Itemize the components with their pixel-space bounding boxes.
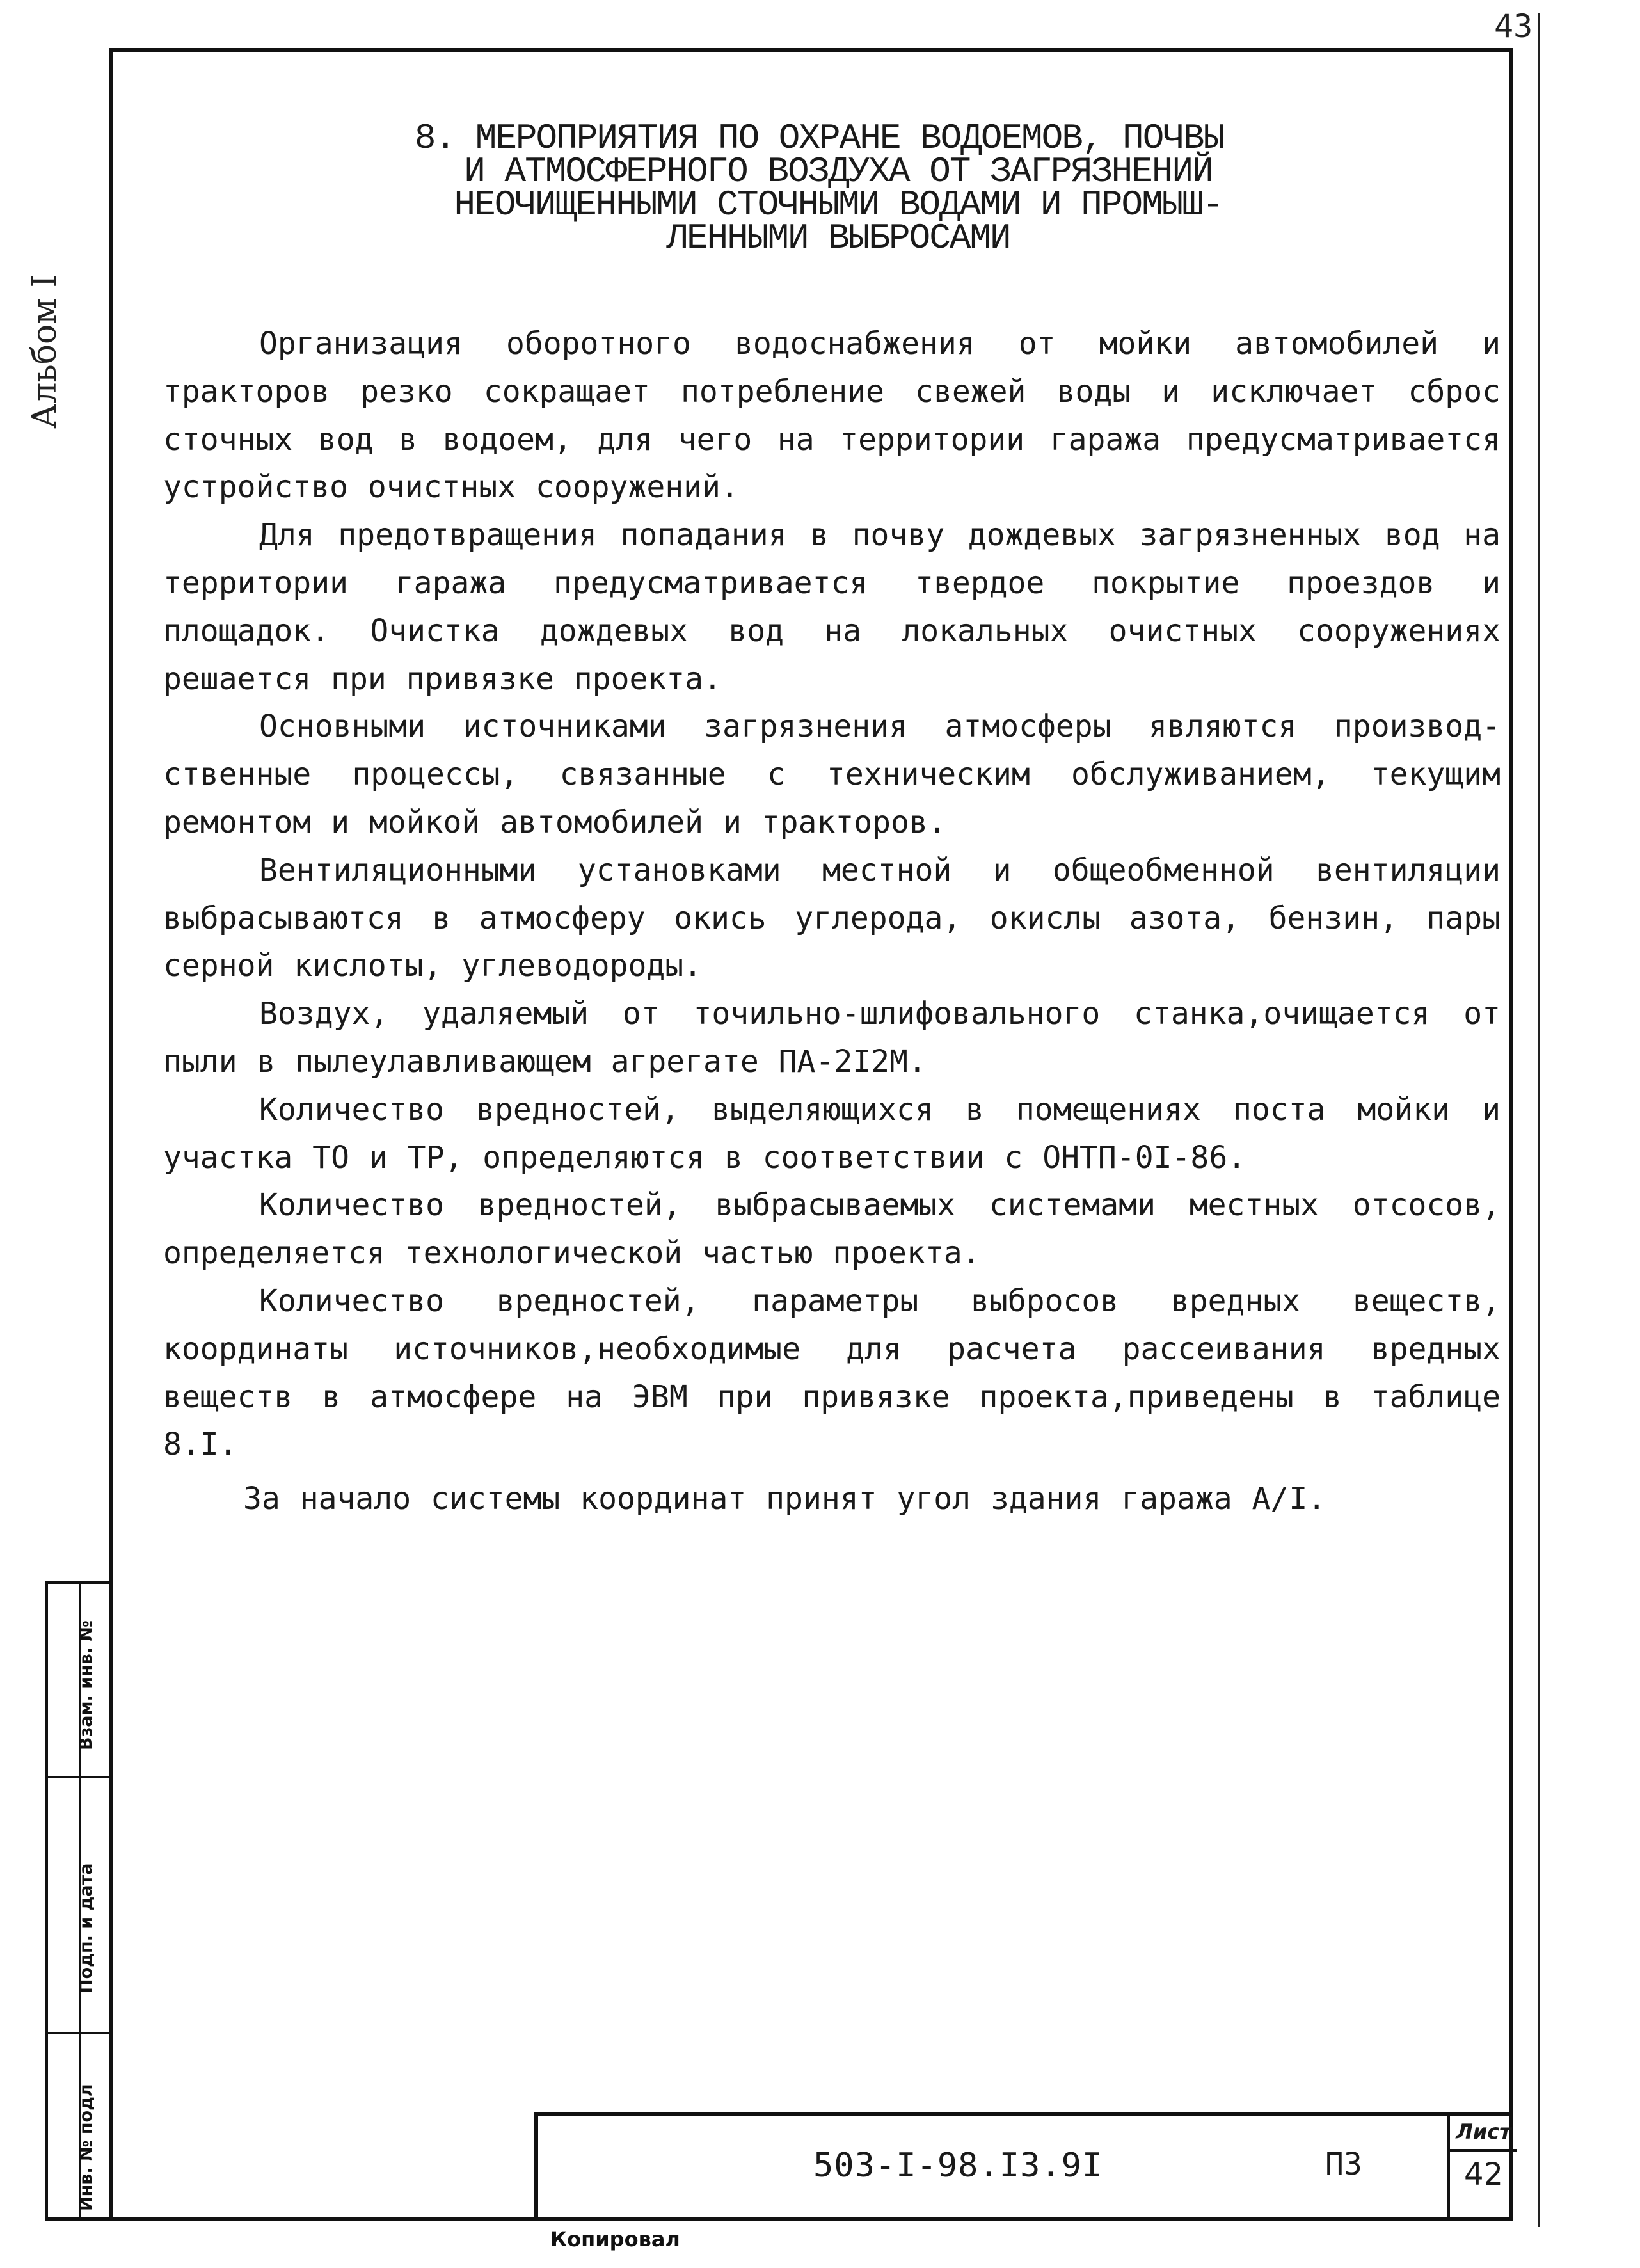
section-heading (358, 118, 1318, 259)
page-corner-number: 43 (1494, 8, 1533, 45)
paragraph: Воздух, удаляемый от точильно-шлифовального станка,очищается от пыли в пылеулавливающем агрегате ПА-2I2М. (163, 996, 1501, 1080)
sheet-cell (1447, 2116, 1517, 2221)
body-text (163, 320, 1501, 1523)
heading-line: И АТМОСФЕРНОГО ВОЗДУХА ОТ ЗАГРЯЗНЕНИЙ (464, 151, 1213, 192)
copied-by-label: Копировал (550, 2227, 680, 2251)
document-kind: ПЗ (1325, 2146, 1362, 2182)
title-block (534, 2112, 1513, 2221)
stamp-label-sign-date: Подп. и дата (76, 1863, 96, 1993)
album-label: Альбом I (26, 275, 64, 429)
heading-line: 8. МЕРОПРИЯТИЯ ПО ОХРАНЕ ВОДОЕМОВ, ПОЧВЫ (414, 118, 1224, 159)
heading-line: НЕОЧИЩЕННЫМИ СТОЧНЫМИ ВОДАМИ И ПРОМЫШ- (454, 184, 1223, 225)
sheet-label: Лист (1450, 2116, 1517, 2152)
sheet-value: 42 (1463, 2157, 1504, 2192)
document-code: 503-I-98.I3.9I (813, 2146, 1103, 2185)
paragraph: Количество вредностей, выделяющихся в помещениях поста мойки и участка ТО и ТР, определяются в соответствии с ОНТП-0I-86. (163, 1091, 1501, 1176)
paragraph: Вентиляционными установками местной и общеобменной вентиляции выбрасываются в атмосферу окись углерода, окислы азота, бензин, пары серной кислоты, углеводороды. (163, 852, 1501, 984)
paragraph: Для предотвращения попадания в почву дождевых загрязненных вод на территории гаража предусматривается твердое покрытие проездов и площадок. Очистка дождевых вод на локальных очистных сооружениях решается при привязке проекта. (163, 517, 1501, 697)
paragraph: За начало системы координат принят угол здания гаража А/I. (243, 1481, 1326, 1517)
stamp-divider (48, 2032, 109, 2034)
paragraph: Организация оборотного водоснабжения от мойки автомобилей и тракторов резко сокращает потребление свежей воды и исключает сброс сточных вод в водоем, для чего на территории гаража предусматривается устройство очистных сооружений. (163, 326, 1501, 506)
margin-stamp (45, 1581, 109, 2221)
paragraph: Основными источниками загрязнения атмосферы являются производственные процессы, связанные с техническим обслуживанием, текущим ремонтом и мойкой автомобилей и тракторов. (163, 708, 1501, 840)
paragraph: Количество вредностей, параметры выбросов вредных веществ, координаты источников,необходимые для расчета рассеивания вредных веществ в атмосфере на ЭВМ при привязке проекта,приведены в таблице 8.I. (163, 1282, 1501, 1463)
stamp-label-replacement-inv: Взам. инв. № (76, 1620, 96, 1750)
stamp-label-original-inv: Инв. № подл (76, 2084, 96, 2211)
stamp-divider (48, 1776, 109, 1778)
right-margin-rule (1538, 13, 1540, 2227)
heading-line: ЛЕННЫМИ ВЫБРОСАМИ (666, 218, 1010, 259)
paragraph: Количество вредностей, выбрасываемых системами местных отсосов, определяется технологической частью проекта. (163, 1187, 1501, 1272)
